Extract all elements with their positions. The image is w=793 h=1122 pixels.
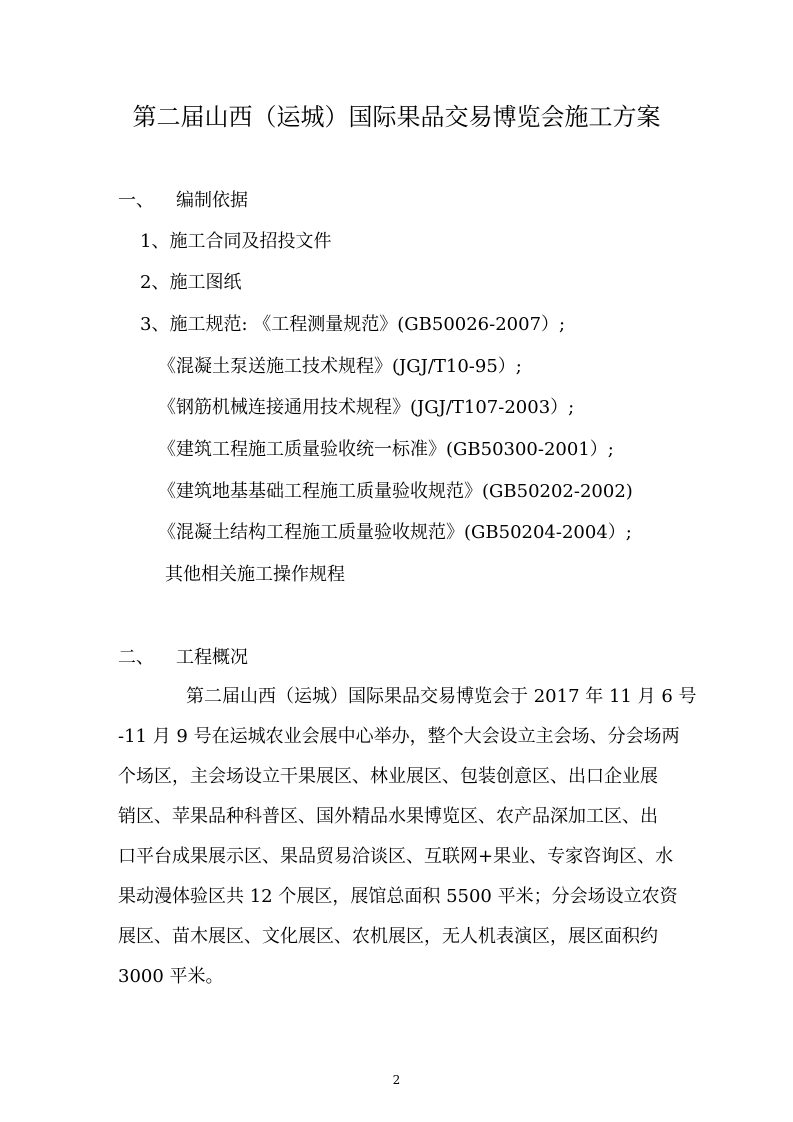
overview-paragraph: [118, 684, 697, 1004]
basis-item-2: 2、施工图纸: [140, 272, 242, 293]
basis-item-6: 《建筑工程施工质量验收统一标准》(GB50300-2001）;: [158, 439, 614, 460]
overview-line-4: 销区、苹果品种科普区、国外精品水果博览区、农产品深加工区、出: [118, 806, 658, 827]
document-title: 第二届山西（运城）国际果品交易博览会施工方案: [132, 103, 661, 131]
section-1-number: 一、: [118, 190, 154, 211]
basis-item-9: 其他相关施工操作规程: [165, 564, 345, 585]
basis-item-1: 1、施工合同及招投文件: [140, 231, 332, 252]
basis-item-5: 《钢筋机械连接通用技术规程》(JGJ/T107-2003）;: [158, 397, 575, 418]
basis-item-8: 《混凝土结构工程施工质量验收规范》(GB50204-2004）;: [158, 522, 632, 543]
overview-line-7: 展区、苗木展区、文化展区、农机展区，无人机表演区，展区面积约: [118, 926, 658, 947]
basis-item-7: 《建筑地基基础工程施工质量验收规范》(GB50202-2002): [158, 481, 633, 502]
basis-item-3: 3、施工规范: 《工程测量规范》(GB50026-2007）;: [140, 314, 566, 335]
overview-line-2: -11 月 9 号在运城农业会展中心举办，整个大会设立主会场、分会场两: [118, 726, 680, 747]
basis-item-4: 《混凝土泵送施工技术规程》(JGJ/T10-95）;: [158, 356, 522, 377]
section-2-title: 工程概况: [176, 647, 248, 668]
overview-line-6: 果动漫体验区共 12 个展区，展馆总面积 5500 平米；分会场设立农资: [118, 886, 678, 907]
overview-line-3: 个场区，主会场设立干果展区、林业展区、包装创意区、出口企业展: [118, 766, 658, 787]
overview-line-8: 3000 平米。: [118, 966, 224, 987]
overview-line-1: 第二届山西（运城）国际果品交易博览会于 2017 年 11 月 6 号: [186, 686, 697, 707]
section-2-heading: [118, 645, 248, 671]
section-1-heading: [118, 188, 248, 214]
section-2-number: 二、: [118, 647, 154, 668]
section-1-title: 编制依据: [176, 190, 248, 211]
page-number: 2: [392, 1073, 401, 1087]
overview-line-5: 口平台成果展示区、果品贸易洽谈区、互联网+果业、专家咨询区、水: [118, 846, 674, 867]
